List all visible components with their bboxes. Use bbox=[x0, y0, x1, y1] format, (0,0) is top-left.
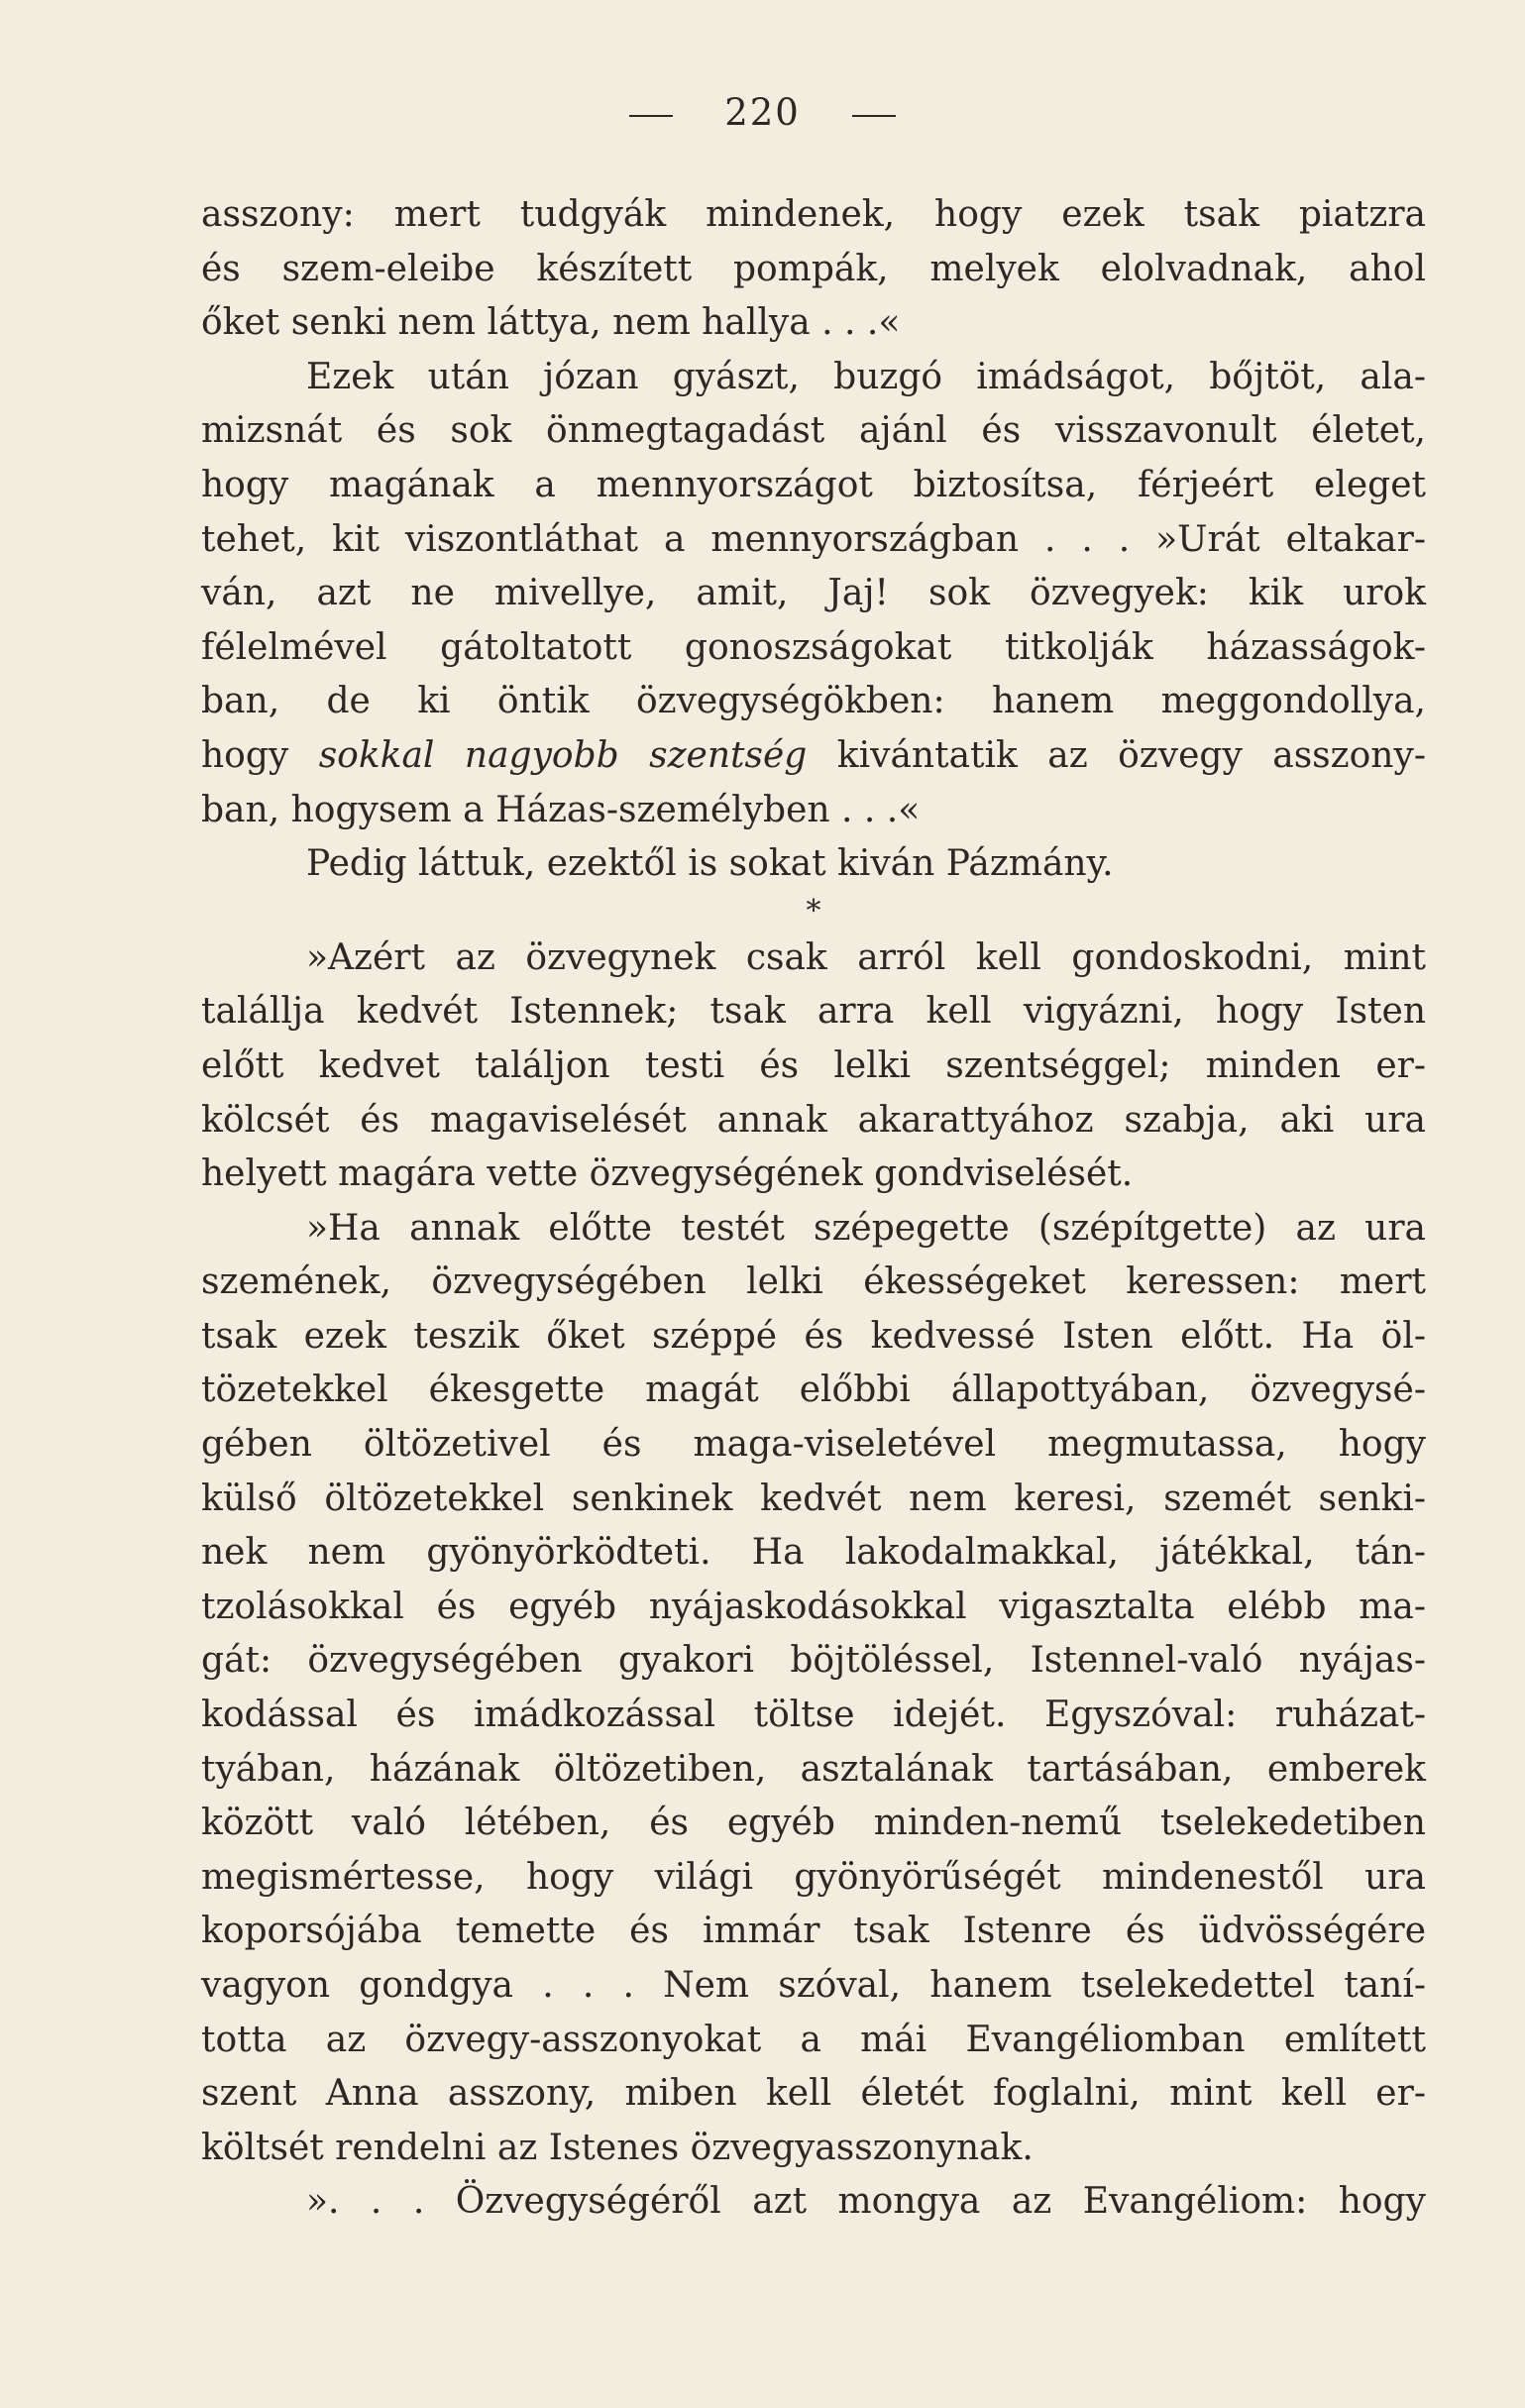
text-segment: előtt kedvet találjon testi és lelki szentséggel; minden er- bbox=[201, 1044, 1426, 1086]
text-line bbox=[201, 1526, 1426, 1581]
text-line bbox=[201, 459, 1426, 513]
text-segment: külső öltözetekkel senkinek kedvét nem keresi, szemét senki- bbox=[201, 1478, 1426, 1519]
text-line bbox=[201, 351, 1426, 405]
page-number: 220 bbox=[724, 91, 801, 134]
text-segment: hogy bbox=[201, 734, 319, 776]
italic-emphasis: sokkal nagyobb szentség bbox=[318, 734, 808, 776]
text-segment: félelmével gátoltatott gonoszságokat titkolják házasságok- bbox=[201, 626, 1426, 668]
text-segment: tsak ezek teszik őket széppé és kedvessé Isten előtt. Ha öl- bbox=[201, 1315, 1426, 1357]
text-line bbox=[201, 1256, 1426, 1310]
text-segment: hogy magának a mennyországot biztosítsa, férjeért eleget bbox=[201, 464, 1426, 505]
text-segment: nek nem gyönyörködteti. Ha lakodalmakkal, játékkal, tán- bbox=[201, 1532, 1426, 1574]
text-line bbox=[201, 1418, 1426, 1473]
header-dash-left bbox=[629, 115, 673, 117]
text-line bbox=[201, 2014, 1426, 2068]
text-segment: helyett magára vette özvegységének gondviselését. bbox=[201, 1153, 1134, 1195]
text-segment: őket senki nem láttya, nem hallya . . .« bbox=[201, 302, 901, 344]
text-segment: Ezek után józan gyászt, buzgó imádságot, bőjtöt, ala- bbox=[306, 356, 1426, 397]
text-segment: kivántatik az özvegy asszony- bbox=[807, 734, 1426, 776]
text-line bbox=[201, 931, 1426, 986]
text-line bbox=[201, 1040, 1426, 1094]
text-line bbox=[201, 1364, 1426, 1418]
text-line bbox=[201, 784, 1426, 838]
text-line bbox=[201, 1202, 1426, 1257]
text-line bbox=[201, 513, 1426, 568]
text-line bbox=[201, 1094, 1426, 1149]
text-segment: ván, azt ne mivellye, amit, Jaj! sok özvegyek: kik urok bbox=[201, 573, 1426, 614]
text-segment: mizsnát és sok önmegtagadást ajánl és visszavonult életet, bbox=[201, 410, 1426, 452]
section-divider-asterisk bbox=[201, 892, 1426, 931]
text-line bbox=[201, 1959, 1426, 2014]
text-line bbox=[201, 1634, 1426, 1689]
text-line bbox=[201, 296, 1426, 351]
text-line bbox=[201, 1905, 1426, 1959]
text-line bbox=[201, 188, 1426, 243]
text-segment: vagyon gondgya . . . Nem szóval, hanem tselekedettel taní- bbox=[201, 1965, 1426, 2006]
text-segment: és szem-eleibe készített pompák, melyek elolvadnak, ahol bbox=[201, 248, 1426, 289]
text-segment: »Azért az özvegynek csak arról kell gondoskodni, mint bbox=[306, 936, 1426, 978]
text-segment: tyában, házának öltözetiben, asztalának tartásában, emberek bbox=[201, 1748, 1426, 1790]
text-segment: asszony: mert tudgyák mindenek, hogy ezek tsak piatzra bbox=[201, 194, 1426, 235]
text-line bbox=[201, 729, 1426, 784]
text-segment: Pedig láttuk, ezektől is sokat kiván Pázmány. bbox=[306, 843, 1114, 885]
body-text bbox=[201, 188, 1426, 2230]
text-line bbox=[201, 404, 1426, 459]
text-line bbox=[201, 837, 1426, 892]
text-line bbox=[201, 1148, 1426, 1202]
text-line bbox=[201, 2175, 1426, 2230]
text-segment: tehet, kit viszontláthat a mennyországban . . . »Urát eltakar- bbox=[201, 518, 1426, 560]
text-segment: tzolásokkal és egyéb nyájaskodásokkal vigasztalta elébb ma- bbox=[201, 1586, 1426, 1627]
text-segment: szent Anna asszony, miben kell életét foglalni, mint kell er- bbox=[201, 2073, 1426, 2115]
text-line bbox=[201, 675, 1426, 729]
text-line bbox=[201, 1581, 1426, 1635]
text-line bbox=[201, 2122, 1426, 2176]
text-line bbox=[201, 621, 1426, 676]
text-segment: kölcsét és magaviselését annak akarattyához szabja, aki ura bbox=[201, 1099, 1426, 1141]
text-segment: között való létében, és egyéb minden-nemű tselekedetiben bbox=[201, 1803, 1426, 1844]
text-segment: ban, de ki öntik özvegységökben: hanem meggondollya, bbox=[201, 681, 1426, 722]
text-segment: szemének, özvegységében lelki ékességeket keressen: mert bbox=[201, 1261, 1426, 1303]
text-segment: talállja kedvét Istennek; tsak arra kell vigyázni, hogy Isten bbox=[201, 991, 1426, 1033]
text-line bbox=[201, 1689, 1426, 1743]
text-line bbox=[201, 1797, 1426, 1851]
text-line bbox=[201, 243, 1426, 297]
text-segment: totta az özvegy-asszonyokat a mái Evangéliomban említett bbox=[201, 2019, 1426, 2060]
text-line bbox=[201, 2067, 1426, 2122]
text-segment: költsét rendelni az Istenes özvegyasszonynak. bbox=[201, 2127, 1034, 2168]
text-segment: ban, hogysem a Házas-személyben . . .« bbox=[201, 789, 921, 830]
text-segment: * bbox=[806, 893, 821, 929]
header-dash-right bbox=[852, 115, 896, 117]
text-line bbox=[201, 1473, 1426, 1527]
text-segment: koporsójába temette és immár tsak Istenre és üdvösségére bbox=[201, 1911, 1426, 1952]
text-line bbox=[201, 1851, 1426, 1906]
text-segment: gát: özvegységében gyakori böjtöléssel, Istennel-való nyájas- bbox=[201, 1640, 1426, 1682]
text-segment: kodással és imádkozással töltse idejét. Egyszóval: ruházat- bbox=[201, 1695, 1426, 1736]
text-line bbox=[201, 567, 1426, 621]
page-header bbox=[0, 91, 1525, 134]
text-segment: ». . . Özvegységéről azt mongya az Evangéliom: hogy bbox=[306, 2181, 1426, 2223]
text-segment: »Ha annak előtte testét szépegette (szépítgette) az ura bbox=[306, 1207, 1426, 1249]
text-segment: gében öltözetivel és maga-viseletével megmutassa, hogy bbox=[201, 1424, 1426, 1466]
text-line bbox=[201, 1310, 1426, 1365]
text-line bbox=[201, 1743, 1426, 1798]
text-line bbox=[201, 985, 1426, 1040]
text-segment: tözetekkel ékesgette magát előbbi állapottyában, özvegysé- bbox=[201, 1369, 1426, 1411]
text-segment: megismértesse, hogy világi gyönyörűségét mindenestől ura bbox=[201, 1856, 1426, 1898]
